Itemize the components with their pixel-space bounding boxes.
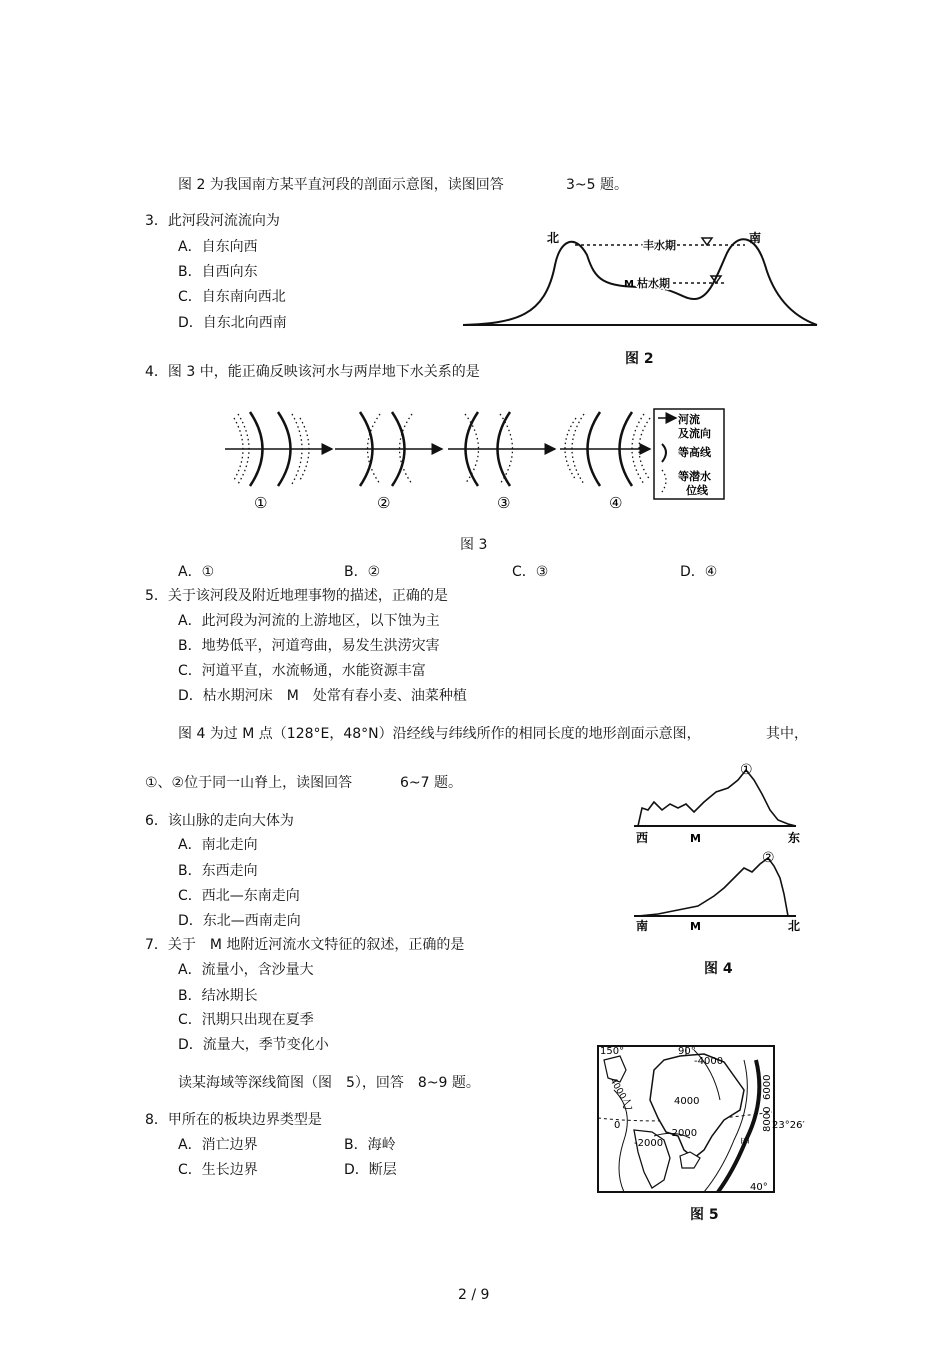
q7-option-d: D．流量大，季节变化小 bbox=[178, 1037, 329, 1053]
fig3-legend-contour: 等高线 bbox=[678, 446, 711, 459]
fig5-lat40: 40° bbox=[750, 1182, 768, 1193]
fig5-depth-0: 0 bbox=[614, 1120, 621, 1131]
q4-option-c: C．③ bbox=[512, 564, 549, 580]
fig5-jia-label: 甲 bbox=[740, 1138, 750, 1149]
q3-option-c: C．自东南向西北 bbox=[178, 289, 286, 305]
q6-option-a: A．南北走向 bbox=[178, 837, 258, 853]
q7-stem: 7．关于 M 地附近河流水文特征的叙述，正确的是 bbox=[145, 937, 465, 953]
fig5-yi-label: 乙 bbox=[622, 1098, 633, 1111]
fig5-depth-4000a: 4000 bbox=[607, 1076, 628, 1102]
q5-option-c: C．河道平直，水流畅通，水能资源丰富 bbox=[178, 663, 426, 679]
figure-2-river-profile bbox=[455, 225, 825, 370]
fig3-caption: 图 3 bbox=[460, 537, 488, 553]
fig3-label-2: ② bbox=[377, 494, 391, 512]
fig4-m-top: M bbox=[690, 832, 701, 845]
q3-stem: 3．此河段河流流向为 bbox=[145, 213, 280, 229]
fig5-depth-neg2000a: -2000 bbox=[634, 1138, 664, 1149]
fig5-lon90: 90° bbox=[678, 1046, 696, 1057]
fig3-label-4: ④ bbox=[609, 494, 623, 512]
q4-stem: 4．图 3 中，能正确反映该河水与两岸地下水关系的是 bbox=[145, 364, 480, 380]
intro-fig4-line2: ①、②位于同一山脊上，读图回答 bbox=[145, 775, 353, 791]
intro-fig4-range: 6~7 题。 bbox=[400, 775, 462, 791]
figure-4-terrain-profiles bbox=[628, 758, 808, 958]
q8-option-c: C．生长边界 bbox=[178, 1162, 258, 1178]
fig4-east-label: 东 bbox=[788, 831, 801, 845]
fig5-depth-4000b: 4000 bbox=[674, 1096, 700, 1107]
q5-stem: 5．关于该河段及附近地理事物的描述，正确的是 bbox=[145, 588, 448, 604]
q8-option-b: B．海岭 bbox=[344, 1137, 396, 1153]
fig2-flood-label: 丰水期 bbox=[643, 239, 676, 252]
q4-option-b: B．② bbox=[344, 564, 381, 580]
intro-fig2-text: 图 2 为我国南方某平直河段的剖面示意图，读图回答 bbox=[178, 177, 504, 193]
q7-option-c: C．汛期只出现在夏季 bbox=[178, 1012, 314, 1028]
q7-option-a: A．流量小，含沙量大 bbox=[178, 962, 314, 978]
q8-option-d: D．断层 bbox=[344, 1162, 397, 1178]
figure-3-groundwater-diagrams bbox=[220, 404, 730, 516]
q5-option-a: A．此河段为河流的上游地区，以下蚀为主 bbox=[178, 613, 440, 629]
q8-stem: 8．甲所在的板块边界类型是 bbox=[145, 1112, 322, 1128]
q5-option-d: D．枯水期河床 M 处常有春小麦、油菜种植 bbox=[178, 688, 467, 704]
fig5-caption: 图 5 bbox=[690, 1207, 719, 1223]
fig2-south-label: 南 bbox=[749, 231, 762, 245]
fig5-tropic-label: 23°26′ bbox=[772, 1120, 805, 1131]
fig5-depth-neg4000: -4000 bbox=[694, 1056, 724, 1067]
fig3-legend-river-1: 河流 bbox=[678, 413, 700, 426]
fig3-legend-water-2: 位线 bbox=[686, 484, 708, 497]
fig5-lon150: 150° bbox=[600, 1046, 625, 1057]
fig2-m-label: M bbox=[624, 279, 634, 290]
q3-option-b: B．自西向东 bbox=[178, 264, 258, 280]
fig4-point-1: ① bbox=[740, 762, 753, 778]
page-number: 2 / 9 bbox=[458, 1287, 490, 1303]
fig3-legend-water-1: 等潜水 bbox=[678, 470, 711, 483]
q6-option-c: C．西北—东南走向 bbox=[178, 888, 300, 904]
flood-level-marker-icon bbox=[702, 238, 712, 245]
fig4-m-bottom: M bbox=[690, 920, 701, 933]
fig5-depth-8000: 8000 bbox=[762, 1106, 773, 1132]
q4-option-a: A．① bbox=[178, 564, 215, 580]
fig3-legend-river-2: 及流向 bbox=[678, 427, 711, 440]
fig4-west-label: 西 bbox=[636, 831, 649, 845]
intro-fig4-text: 图 4 为过 M 点（128°E，48°N）沿经线与纬线所作的相同长度的地形剖面示意图， bbox=[178, 726, 701, 742]
q5-option-b: B．地势低平，河道弯曲，易发生洪涝灾害 bbox=[178, 638, 440, 654]
q4-option-d: D．④ bbox=[680, 564, 718, 580]
fig4-north-label: 北 bbox=[788, 919, 801, 933]
intro-fig5-text: 读某海域等深线简图（图 5），回答 8~9 题。 bbox=[178, 1075, 480, 1091]
q7-option-b: B．结冰期长 bbox=[178, 988, 258, 1004]
q3-option-a: A．自东向西 bbox=[178, 239, 258, 255]
q6-option-b: B．东西走向 bbox=[178, 863, 258, 879]
fig5-depth-6000: 6000 bbox=[762, 1074, 773, 1100]
fig2-north-label: 北 bbox=[547, 231, 560, 245]
q3-option-d: D．自东北向西南 bbox=[178, 315, 287, 331]
fig2-dry-label: 枯水期 bbox=[637, 277, 670, 290]
fig4-caption: 图 4 bbox=[704, 961, 733, 977]
fig4-south-label: 南 bbox=[636, 919, 649, 933]
q6-option-d: D．东北—西南走向 bbox=[178, 913, 301, 929]
fig5-depth-neg2000b: -2000 bbox=[668, 1128, 698, 1139]
q8-option-a: A．消亡边界 bbox=[178, 1137, 258, 1153]
fig3-label-3: ③ bbox=[497, 494, 511, 512]
intro-fig2-range: 3~5 题。 bbox=[566, 177, 628, 193]
figure-5-depth-map bbox=[594, 1040, 814, 1200]
fig4-point-2: ② bbox=[762, 850, 775, 866]
fig3-label-1: ① bbox=[254, 494, 268, 512]
q6-stem: 6．该山脉的走向大体为 bbox=[145, 813, 294, 829]
fig2-caption: 图 2 bbox=[625, 351, 654, 367]
intro-fig4-tail: 其中， bbox=[766, 726, 808, 742]
